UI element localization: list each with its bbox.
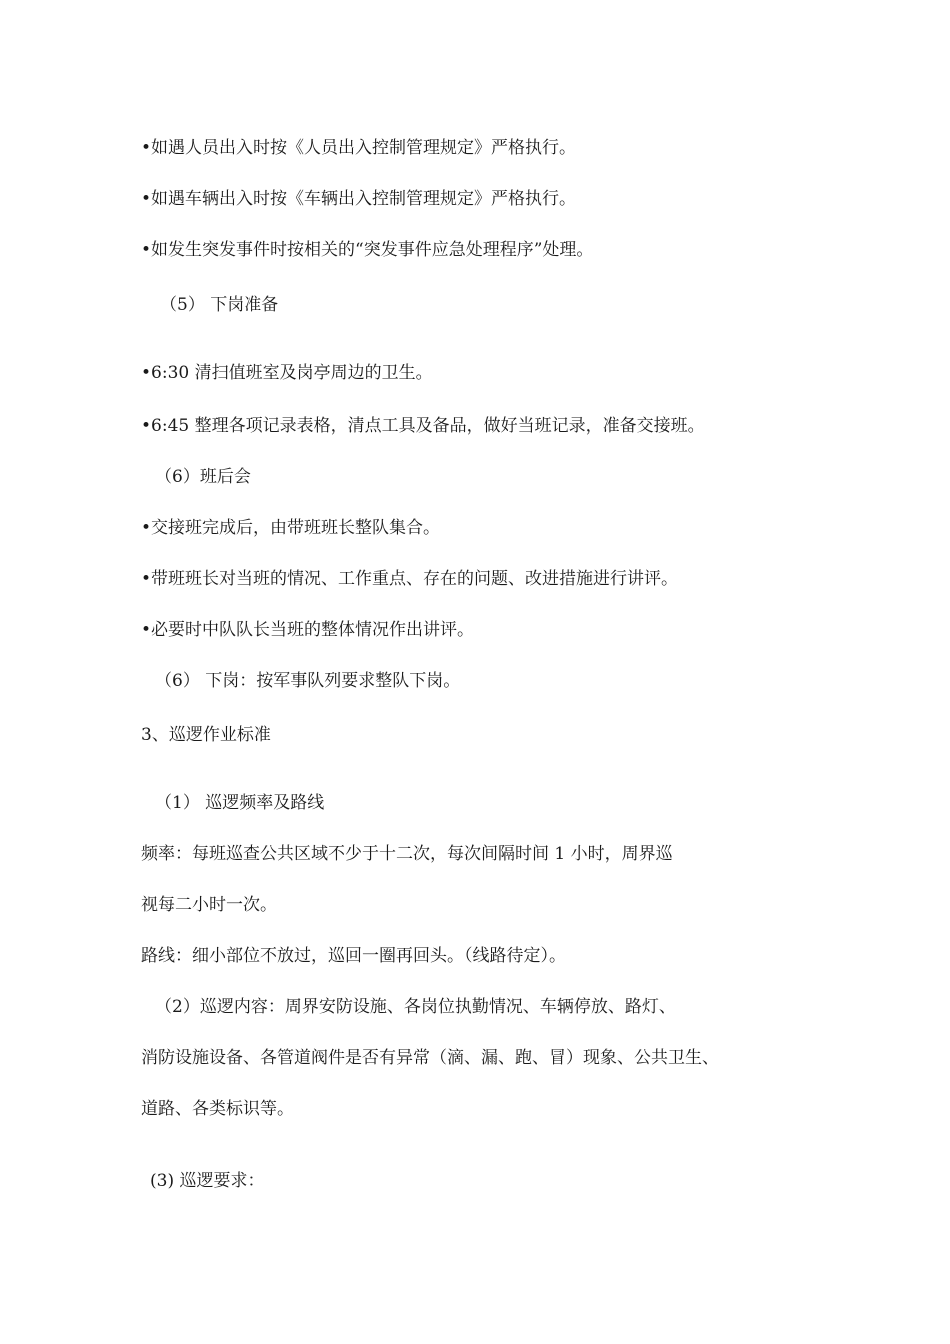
bullet-emergency: •如发生突发事件时按相关的“突发事件应急处理程序”处理。 [141,240,594,260]
patrol-content-text: （2）巡逻内容：周界安防设施、各岗位执勤情况、车辆停放、路灯、 [155,997,676,1017]
bullet-cleaning: •6:30 清扫值班室及岗亭周边的卫生。 [141,363,433,383]
section-off-post: （6） 下岗：按军事队列要求整队下岗。 [155,671,461,691]
bullet-review: •带班班长对当班的情况、工作重点、存在的问题、改进措施进行讲评。 [141,569,679,589]
section-post-shift-meeting: （6）班后会 [155,467,251,487]
section-patrol-requirements: (3) 巡逻要求： [150,1171,265,1191]
section-patrol-standards: 3、巡逻作业标准 [141,725,271,745]
section-patrol-frequency: （1） 巡逻频率及路线 [155,793,325,813]
patrol-frequency-text-cont: 视每二小时一次。 [141,895,277,915]
patrol-route-text: 路线：细小部位不放过，巡回一圈再回头。（线路待定）。 [141,946,566,966]
section-off-duty-prep: （5） 下岗准备 [160,295,279,315]
bullet-records: •6:45 整理各项记录表格，清点工具及备品，做好当班记录，准备交接班。 [141,416,705,436]
bullet-vehicle-entry: •如遇车辆出入时按《车辆出入控制管理规定》严格执行。 [141,189,577,209]
bullet-squad-review: •必要时中队队长当班的整体情况作出讲评。 [141,620,475,640]
patrol-content-text-cont: 消防设施设备、各管道阀件是否有异常（滴、漏、跑、冒）现象、公共卫生、 [141,1048,719,1068]
bullet-assembly: •交接班完成后，由带班班长整队集合。 [141,518,441,538]
patrol-content-text-end: 道路、各类标识等。 [141,1099,294,1119]
bullet-personnel-entry: •如遇人员出入时按《人员出入控制管理规定》严格执行。 [141,138,577,158]
patrol-frequency-text: 频率：每班巡查公共区域不少于十二次，每次间隔时间 1 小时，周界巡 [141,844,673,864]
